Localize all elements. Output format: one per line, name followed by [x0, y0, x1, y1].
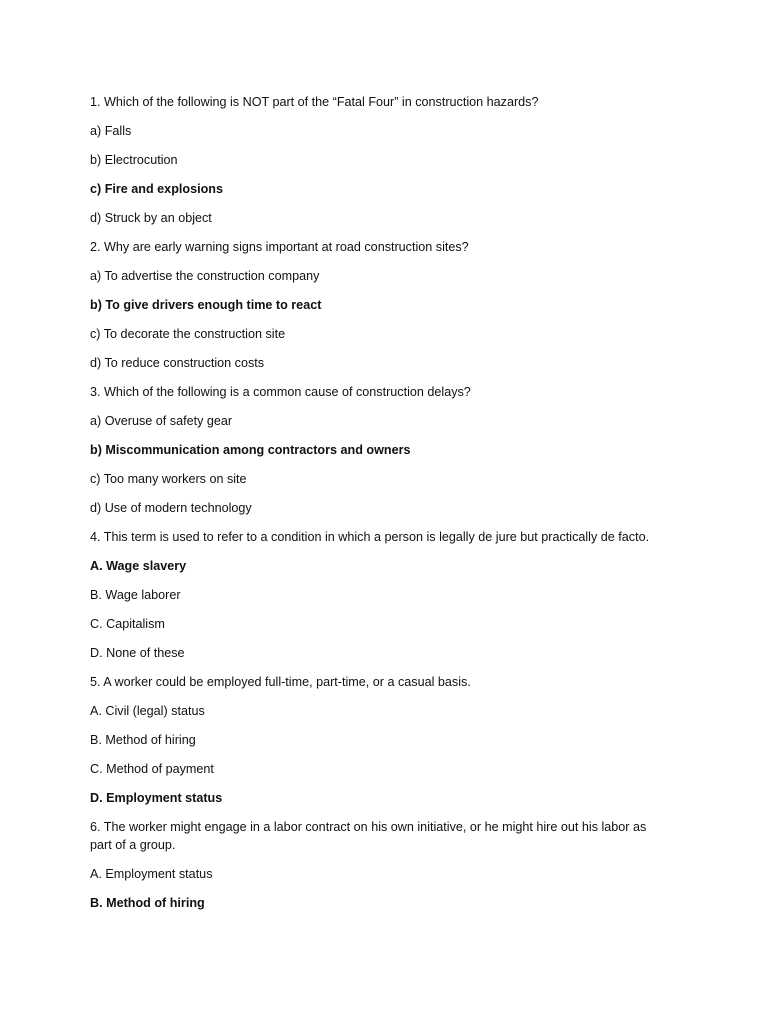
question-text: 3. Which of the following is a common cause of construction delays? [90, 385, 471, 399]
answer-option: a) Falls [90, 124, 132, 138]
answer-option: d) Use of modern technology [90, 501, 252, 515]
answer-option: A. Civil (legal) status [90, 704, 205, 718]
answer-option-correct: A. Wage slavery [90, 559, 187, 573]
answer-option: c) Too many workers on site [90, 472, 247, 486]
question-block [90, 93, 670, 227]
answer-option-correct: b) To give drivers enough time to react [90, 298, 322, 312]
answer-option: b) Electrocution [90, 153, 178, 167]
answer-option: D. None of these [90, 646, 185, 660]
answer-option: B. Wage laborer [90, 588, 181, 602]
answer-option: c) To decorate the construction site [90, 327, 286, 341]
answer-option: d) Struck by an object [90, 211, 212, 225]
question-text: 4. This term is used to refer to a condition in which a person is legally de jure but practically de facto. [90, 530, 650, 544]
answer-option: d) To reduce construction costs [90, 356, 265, 370]
question-block [90, 818, 670, 912]
question-text: 1. Which of the following is NOT part of the “Fatal Four” in construction hazards? [90, 95, 539, 109]
answer-option: C. Capitalism [90, 617, 165, 631]
question-text: 6. The worker might engage in a labor contract on his own initiative, or he might hire out his labor as part of a group. [90, 820, 647, 852]
answer-option: a) Overuse of safety gear [90, 414, 233, 428]
answer-option-correct: D. Employment status [90, 791, 223, 805]
answer-option-correct: b) Miscommunication among contractors and owners [90, 443, 411, 457]
answer-option-correct: c) Fire and explosions [90, 182, 223, 196]
question-text: 5. A worker could be employed full-time, part-time, or a casual basis. [90, 675, 471, 689]
answer-option: C. Method of payment [90, 762, 214, 776]
question-text: 2. Why are early warning signs important at road construction sites? [90, 240, 469, 254]
question-block [90, 238, 670, 372]
question-block [90, 673, 670, 807]
question-block [90, 383, 670, 517]
answer-option: B. Method of hiring [90, 733, 196, 747]
answer-option-correct: B. Method of hiring [90, 896, 205, 910]
answer-option: A. Employment status [90, 867, 213, 881]
answer-option: a) To advertise the construction company [90, 269, 320, 283]
quiz-content [90, 93, 670, 923]
question-block [90, 528, 670, 662]
